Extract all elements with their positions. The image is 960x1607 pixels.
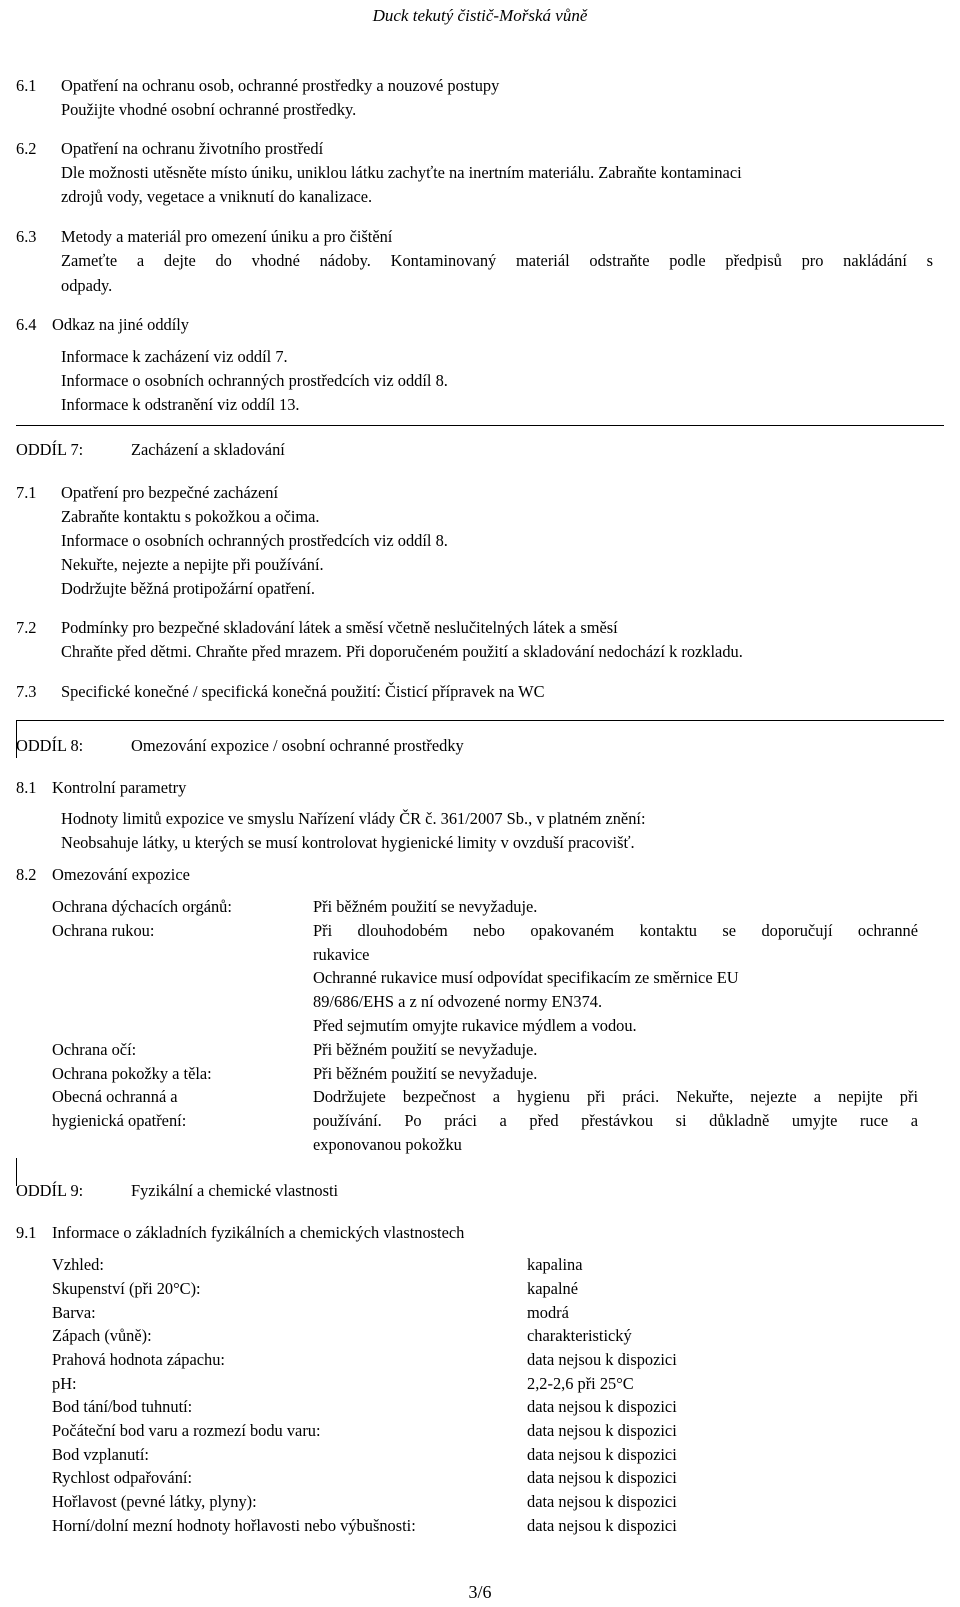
exposure-value-hands: Ochranné rukavice musí odpovídat specifikacím ze směrnice EU <box>313 968 739 987</box>
exposure-value-respiratory: Při běžném použití se nevyžaduje. <box>313 897 538 916</box>
property-label: Prahová hodnota zápachu: <box>52 1350 225 1369</box>
exposure-label-general: Obecná ochranná a <box>52 1087 178 1106</box>
section-number: 8.1 <box>16 778 37 797</box>
property-label: Zápach (vůně): <box>52 1326 152 1345</box>
section-title: Odkaz na jiné oddíly <box>52 315 190 334</box>
paragraph-line: Informace o osobních ochranných prostředcích viz oddíl 8. <box>61 371 448 390</box>
property-value: data nejsou k dispozici <box>527 1468 677 1487</box>
exposure-label-respiratory: Ochrana dýchacích orgánů: <box>52 897 232 916</box>
property-label: pH: <box>52 1374 77 1393</box>
paragraph-line: Nekuřte, nejezte a nepijte při používání. <box>61 555 324 574</box>
exposure-value-general: používání. Po práci a před přestávkou si důkladně umyjte ruce a <box>313 1111 918 1130</box>
property-label: Počáteční bod varu a rozmezí bodu varu: <box>52 1421 321 1440</box>
property-label: Rychlost odpařování: <box>52 1468 193 1487</box>
paragraph-line: Použijte vhodné osobní ochranné prostředky. <box>61 100 357 119</box>
property-label: Skupenství (při 20°C): <box>52 1279 201 1298</box>
exposure-value-hands: rukavice <box>313 945 370 964</box>
paragraph-line: Chraňte před dětmi. Chraňte před mrazem. Při doporučeném použití a skladování nedochází k rozkladu. <box>61 642 743 661</box>
section-title: Omezování expozice <box>52 865 190 884</box>
paragraph-line: Dle možnosti utěsněte místo úniku, uniklou látku zachyťte na inertním materiálu. Zabraňte kontaminaci <box>61 163 742 182</box>
paragraph-line: Informace o osobních ochranných prostředcích viz oddíl 8. <box>61 531 448 550</box>
paragraph-line: Dodržujte běžná protipožární opatření. <box>61 579 315 598</box>
section-title: Opatření na ochranu životního prostředí <box>61 139 324 158</box>
property-value: data nejsou k dispozici <box>527 1516 677 1535</box>
chapter-label: ODDÍL 7: <box>16 440 84 459</box>
property-label: Hořlavost (pevné látky, plyny): <box>52 1492 257 1511</box>
section-title: Specifické konečné / specifická konečná použití: Čisticí přípravek na WC <box>61 682 545 701</box>
exposure-value-eyes: Při běžném použití se nevyžaduje. <box>313 1040 538 1059</box>
section-title: Podmínky pro bezpečné skladování látek a směsí včetně neslučitelných látek a směsí <box>61 618 618 637</box>
section-number: 6.3 <box>16 227 37 246</box>
property-value: data nejsou k dispozici <box>527 1350 677 1369</box>
exposure-label-general: hygienická opatření: <box>52 1111 187 1130</box>
property-value: 2,2-2,6 při 25°C <box>527 1374 634 1393</box>
section-number: 8.2 <box>16 865 37 884</box>
section-title: Opatření na ochranu osob, ochranné prostředky a nouzové postupy <box>61 76 500 95</box>
section-number: 7.1 <box>16 483 37 502</box>
property-value: modrá <box>527 1303 569 1322</box>
property-value: data nejsou k dispozici <box>527 1492 677 1511</box>
property-label: Vzhled: <box>52 1255 104 1274</box>
section-title: Metody a materiál pro omezení úniku a pro čištění <box>61 227 393 246</box>
paragraph-line: zdrojů vody, vegetace a vniknutí do kanalizace. <box>61 187 373 206</box>
property-value: kapalina <box>527 1255 583 1274</box>
section-number: 6.2 <box>16 139 37 158</box>
page-header: Duck tekutý čistič-Mořská vůně <box>372 6 588 25</box>
paragraph-line: Informace k zacházení viz oddíl 7. <box>61 347 288 366</box>
exposure-value-general: Dodržujete bezpečnost a hygienu při práci. Nekuřte, nejezte a nepijte při <box>313 1087 918 1106</box>
property-label: Barva: <box>52 1303 96 1322</box>
section-title: Opatření pro bezpečné zacházení <box>61 483 279 502</box>
chapter-label: ODDÍL 8: <box>16 736 84 755</box>
exposure-value-hands: Při dlouhodobém nebo opakovaném kontaktu se doporučují ochranné <box>313 921 918 940</box>
section-number: 7.2 <box>16 618 37 637</box>
section-divider <box>16 425 944 426</box>
paragraph-line: Zabraňte kontaktu s pokožkou a očima. <box>61 507 320 526</box>
section-number: 7.3 <box>16 682 37 701</box>
exposure-label-eyes: Ochrana očí: <box>52 1040 137 1059</box>
property-value: data nejsou k dispozici <box>527 1445 677 1464</box>
property-label: Bod tání/bod tuhnutí: <box>52 1397 193 1416</box>
page-number: 3/6 <box>468 1582 492 1602</box>
property-value: data nejsou k dispozici <box>527 1421 677 1440</box>
exposure-label-hands: Ochrana rukou: <box>52 921 155 940</box>
chapter-title: Omezování expozice / osobní ochranné prostředky <box>131 736 464 755</box>
chapter-title: Zacházení a skladování <box>131 440 285 459</box>
exposure-value-hands: Před sejmutím omyjte rukavice mýdlem a vodou. <box>313 1016 637 1035</box>
paragraph-line: Hodnoty limitů expozice ve smyslu Nařízení vlády ČR č. 361/2007 Sb., v platném znění: <box>61 809 646 828</box>
exposure-value-general: exponovanou pokožku <box>313 1135 462 1154</box>
section-divider <box>16 720 944 721</box>
paragraph-line: Neobsahuje látky, u kterých se musí kontrolovat hygienické limity v ovzduší pracovišť. <box>61 833 635 852</box>
section-title: Informace o základních fyzikálních a chemických vlastnostech <box>52 1223 465 1242</box>
property-label: Bod vzplanutí: <box>52 1445 149 1464</box>
chapter-title: Fyzikální a chemické vlastnosti <box>131 1181 339 1200</box>
section-number: 6.1 <box>16 76 37 95</box>
property-value: charakteristický <box>527 1326 632 1345</box>
exposure-value-skin: Při běžném použití se nevyžaduje. <box>313 1064 538 1083</box>
property-value: data nejsou k dispozici <box>527 1397 677 1416</box>
paragraph-line: Informace k odstranění viz oddíl 13. <box>61 395 300 414</box>
section-number: 9.1 <box>16 1223 37 1242</box>
property-label: Horní/dolní mezní hodnoty hořlavosti nebo výbušnosti: <box>52 1516 416 1535</box>
section-title: Kontrolní parametry <box>52 778 187 797</box>
paragraph-line: odpady. <box>61 276 113 295</box>
chapter-label: ODDÍL 9: <box>16 1181 84 1200</box>
property-value: kapalné <box>527 1279 578 1298</box>
exposure-value-hands: 89/686/EHS a z ní odvozené normy EN374. <box>313 992 603 1011</box>
section-number: 6.4 <box>16 315 37 334</box>
paragraph-line: Zameťte a dejte do vhodné nádoby. Kontaminovaný materiál odstraňte podle předpisů pro nakládání s <box>61 251 933 270</box>
exposure-label-skin: Ochrana pokožky a těla: <box>52 1064 212 1083</box>
